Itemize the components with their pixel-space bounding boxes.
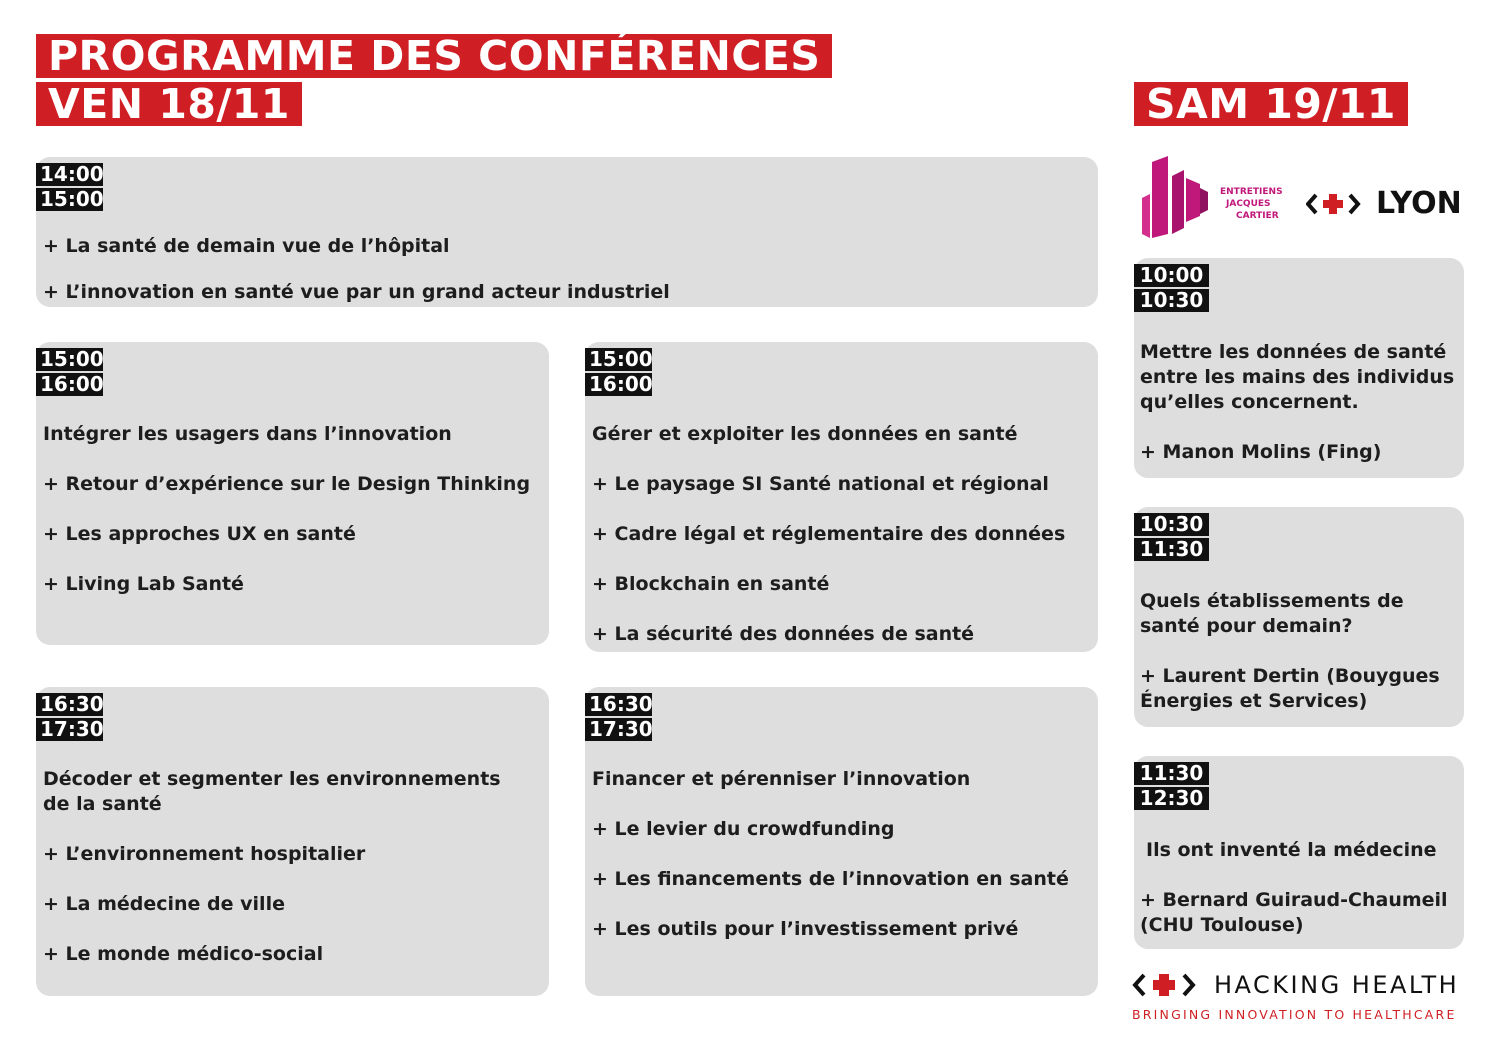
session-card-fri-1630-a	[36, 687, 549, 996]
session-card-sat-1030	[1134, 507, 1464, 727]
session-card-fri-1500-a	[36, 342, 549, 645]
session-item: + Cadre légal et réglementaire des données	[592, 523, 1066, 545]
session-items	[43, 234, 1092, 305]
day-label-friday: VEN 18/11	[36, 82, 302, 126]
session-topic: Ils ont inventé la médecine	[1146, 839, 1437, 861]
time-badge	[1134, 264, 1209, 312]
hacking-health-tagline: BRINGING INNOVATION TO HEALTHCARE	[1132, 1007, 1457, 1022]
time-badge	[585, 693, 652, 741]
session-items	[592, 767, 1092, 942]
hacking-health-name: HACKING HEALTH	[1214, 971, 1460, 999]
ejc-logo	[1142, 156, 1292, 238]
session-card-sat-1130	[1134, 756, 1464, 949]
time-end: 16:00	[585, 373, 652, 396]
time-end: 15:00	[36, 188, 103, 211]
session-card-fri-1630-b	[585, 687, 1098, 996]
session-items	[43, 422, 543, 597]
session-topic: Mettre les données de santé entre les mains des individus qu’elles concernent.	[1140, 341, 1455, 413]
session-card-fri-1400	[36, 157, 1098, 307]
session-item: + La santé de demain vue de l’hôpital	[43, 235, 450, 257]
ejc-logo-mark	[1142, 156, 1208, 238]
time-end: 12:30	[1134, 787, 1209, 810]
time-start: 16:30	[585, 693, 652, 716]
session-item: + Bernard Guiraud-Chaumeil (CHU Toulouse)	[1140, 889, 1448, 936]
session-item: + Les outils pour l’investissement privé	[592, 918, 1019, 940]
session-items	[592, 422, 1092, 647]
session-topic: Financer et pérenniser l’innovation	[592, 768, 971, 790]
hacking-health-logo	[1132, 968, 1472, 1028]
time-end: 17:30	[36, 718, 103, 741]
time-start: 15:00	[36, 348, 103, 371]
session-items	[1140, 589, 1444, 714]
hacking-health-cross-icon	[1306, 189, 1366, 219]
time-badge	[585, 348, 652, 396]
time-badge	[1134, 513, 1209, 561]
session-topic: Gérer et exploiter les données en santé	[592, 423, 1018, 445]
session-item: + Le paysage SI Santé national et régional	[592, 473, 1049, 495]
time-start: 16:30	[36, 693, 103, 716]
session-item: + La sécurité des données de santé	[592, 623, 975, 645]
time-start: 15:00	[585, 348, 652, 371]
session-item: + L’environnement hospitalier	[43, 843, 366, 865]
time-start: 14:00	[36, 163, 103, 186]
session-card-fri-1500-b	[585, 342, 1098, 652]
session-item: + Les approches UX en santé	[43, 523, 356, 545]
time-end: 11:30	[1134, 538, 1209, 561]
time-badge	[36, 693, 103, 741]
page-title: PROGRAMME DES CONFÉRENCES	[36, 34, 832, 78]
session-item: + Le monde médico-social	[43, 943, 324, 965]
ejc-line3: CARTIER	[1236, 211, 1279, 221]
session-items	[1136, 340, 1462, 465]
time-end: 16:00	[36, 373, 103, 396]
session-item: + Retour d’expérience sur le Design Thinking	[43, 473, 531, 495]
time-start: 11:30	[1134, 762, 1209, 785]
session-item: + Le levier du crowdfunding	[592, 818, 895, 840]
ejc-line2: JACQUES	[1226, 199, 1271, 209]
session-items	[1140, 838, 1462, 938]
lyon-label: LYON	[1376, 186, 1462, 221]
session-item: + Laurent Dertin (Bouygues Énergies et Services)	[1140, 665, 1440, 712]
time-end: 10:30	[1134, 289, 1209, 312]
day-label-saturday: SAM 19/11	[1134, 82, 1408, 126]
time-start: 10:00	[1134, 264, 1209, 287]
ejc-line1: ENTRETIENS	[1220, 187, 1283, 197]
time-badge	[36, 348, 103, 396]
session-item: + Les financements de l’innovation en santé	[592, 868, 1069, 890]
time-badge	[36, 163, 103, 211]
time-start: 10:30	[1134, 513, 1209, 536]
session-item: + La médecine de ville	[43, 893, 285, 915]
session-topic: Quels établissements de santé pour demain?	[1140, 590, 1404, 637]
session-item: + Blockchain en santé	[592, 573, 830, 595]
time-badge	[1134, 762, 1209, 810]
hacking-health-cross-icon	[1132, 968, 1202, 1002]
session-card-sat-1000	[1134, 258, 1464, 478]
session-item: + Manon Molins (Fing)	[1140, 441, 1382, 463]
time-end: 17:30	[585, 718, 652, 741]
session-items	[43, 767, 529, 967]
hh-lyon-logo	[1306, 186, 1462, 222]
session-item: + L’innovation en santé vue par un grand acteur industriel	[43, 281, 670, 303]
session-topic: Décoder et segmenter les environnements de la santé	[43, 768, 501, 815]
session-topic: Intégrer les usagers dans l’innovation	[43, 423, 452, 445]
session-item: + Living Lab Santé	[43, 573, 244, 595]
